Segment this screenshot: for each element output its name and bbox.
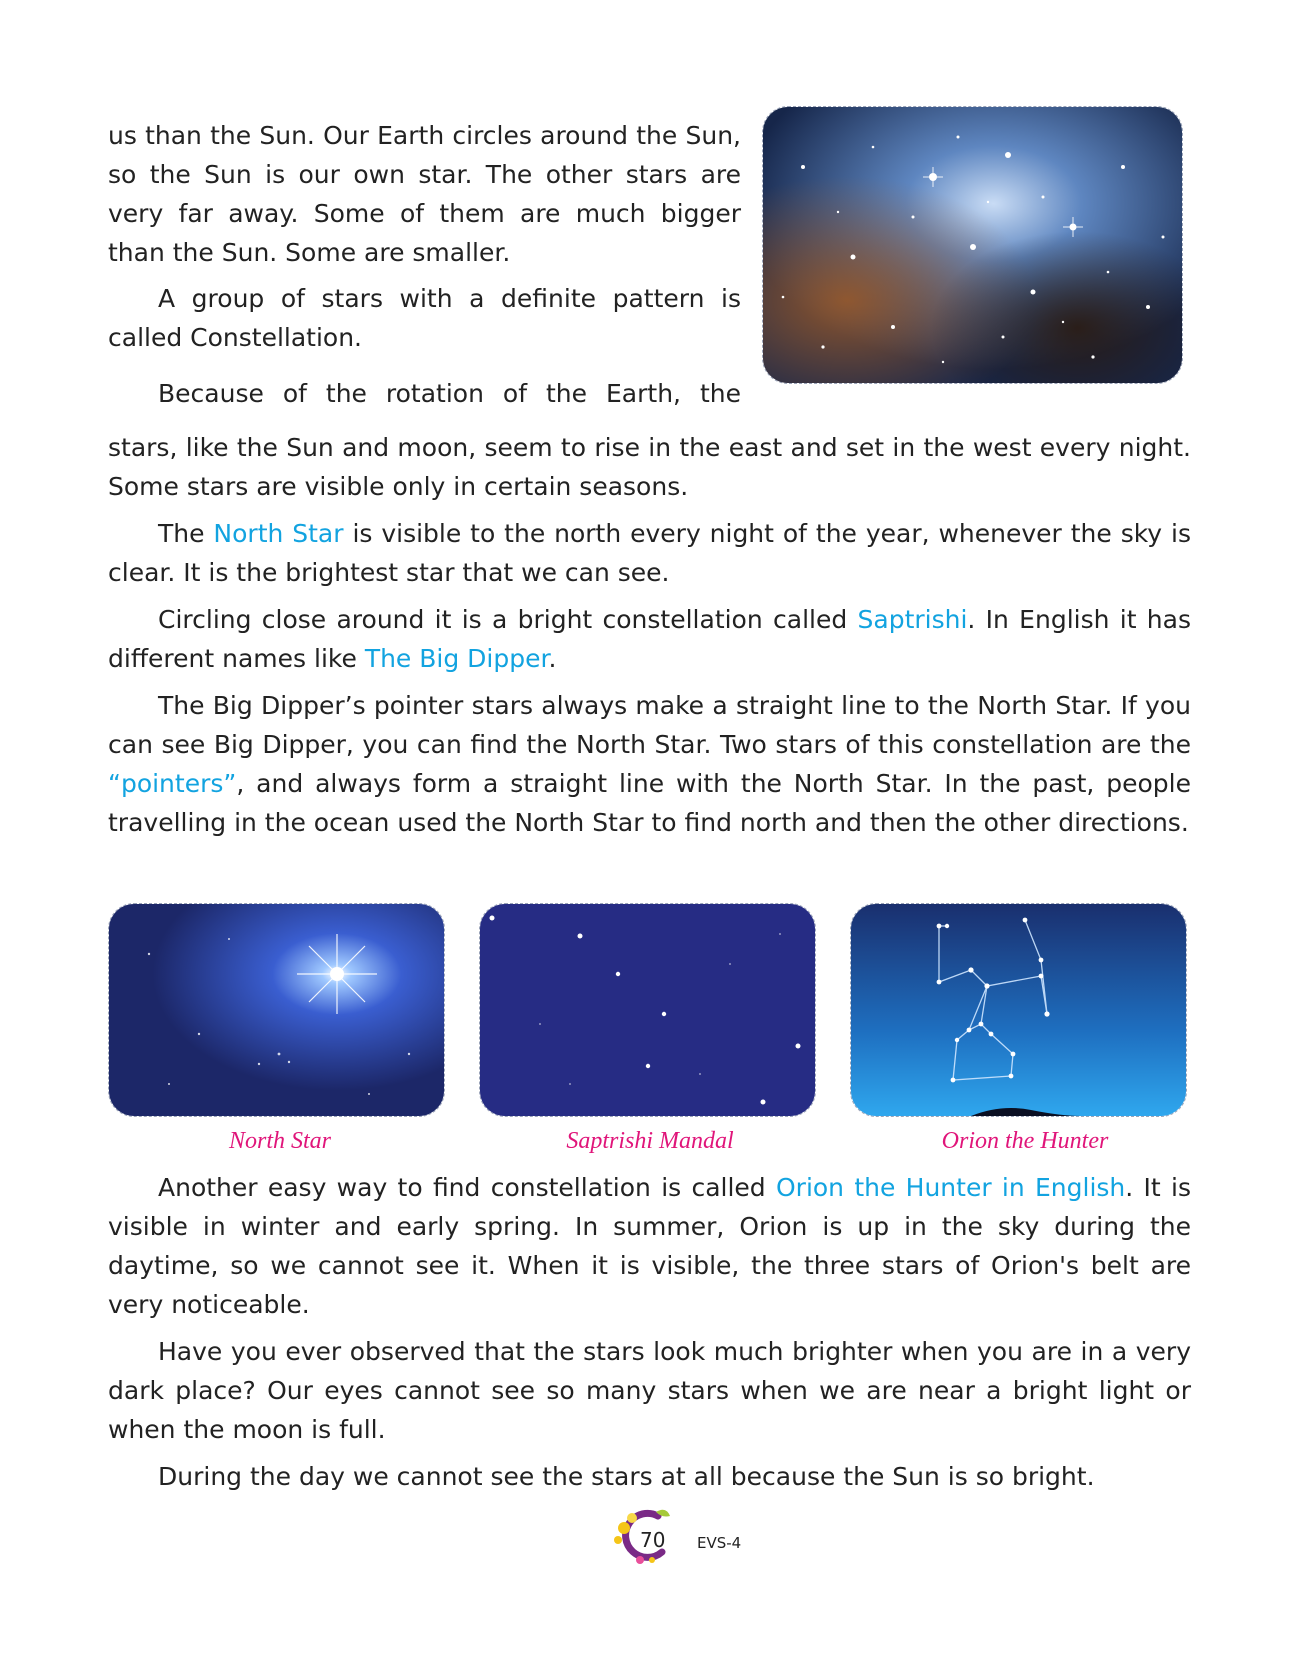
saptrishi-photo — [479, 903, 816, 1117]
paragraph-north-star: The North Star is visible to the north every night of the year, whenever the sky is clear. It is the brightest star that we can see. — [108, 519, 1191, 587]
book-code: EVS-4 — [697, 1534, 742, 1552]
nebula-photo — [762, 106, 1183, 384]
paragraph-constellation-definition: A group of stars with a definite pattern is called Constellation. — [108, 284, 741, 352]
term-orion: Orion the Hunter in English — [775, 1173, 1126, 1202]
north-star-photo — [108, 903, 445, 1117]
caption-saptrishi: Saptrishi Mandal — [566, 1128, 734, 1154]
term-north-star: North Star — [213, 519, 344, 548]
orion-photo — [850, 903, 1187, 1117]
paragraph-saptrishi: Circling close around it is a bright constellation called Saptrishi. In English it has different names like The Big Dipper. — [108, 605, 1191, 673]
intro-text-block — [108, 116, 741, 413]
lower-text-block — [108, 1168, 1191, 1496]
paragraph-pointers: The Big Dipper’s pointer stars always make a straight line to the North Star. If you can see Big Dipper, you can find the North Star. Two stars of this constellation are the “pointers”, and always form a straight line with the North Star. In the past, people travelling in the ocean used the North Star to find north and then the other directions. — [108, 691, 1191, 837]
paragraph-rotation-rest: stars, like the Sun and moon, seem to rise in the east and set in the west every night. Some stars are visible only in certain seasons. — [108, 433, 1191, 501]
paragraph-stars-distance: us than the Sun. Our Earth circles around the Sun, so the Sun is our own star. The other stars are very far away. Some of them are much bigger than the Sun. Some are smaller. — [108, 121, 741, 267]
main-text-block — [108, 428, 1191, 842]
page-number: 70 — [640, 1528, 666, 1552]
term-pointers: “pointers” — [108, 769, 237, 798]
paragraph-orion: Another easy way to find constellation is called Orion the Hunter in English. It is visible in winter and early spring. In summer, Orion is up in the sky during the daytime, so we cannot see it. When it is visible, the three stars of Orion's belt are very noticeable. — [108, 1173, 1191, 1319]
paragraph-dark-place: Have you ever observed that the stars look much brighter when you are in a very dark place? Our eyes cannot see so many stars when we are near a bright light or when the moon is full. — [108, 1337, 1191, 1444]
caption-orion: Orion the Hunter — [941, 1128, 1109, 1154]
term-big-dipper: The Big Dipper — [364, 644, 549, 673]
paragraph-rotation-first-line: Because of the rotation of the Earth, the — [158, 379, 741, 408]
caption-north-star: North Star — [228, 1128, 332, 1154]
paragraph-daytime: During the day we cannot see the stars at all because the Sun is so bright. — [158, 1462, 1095, 1491]
term-saptrishi: Saptrishi — [857, 605, 968, 634]
